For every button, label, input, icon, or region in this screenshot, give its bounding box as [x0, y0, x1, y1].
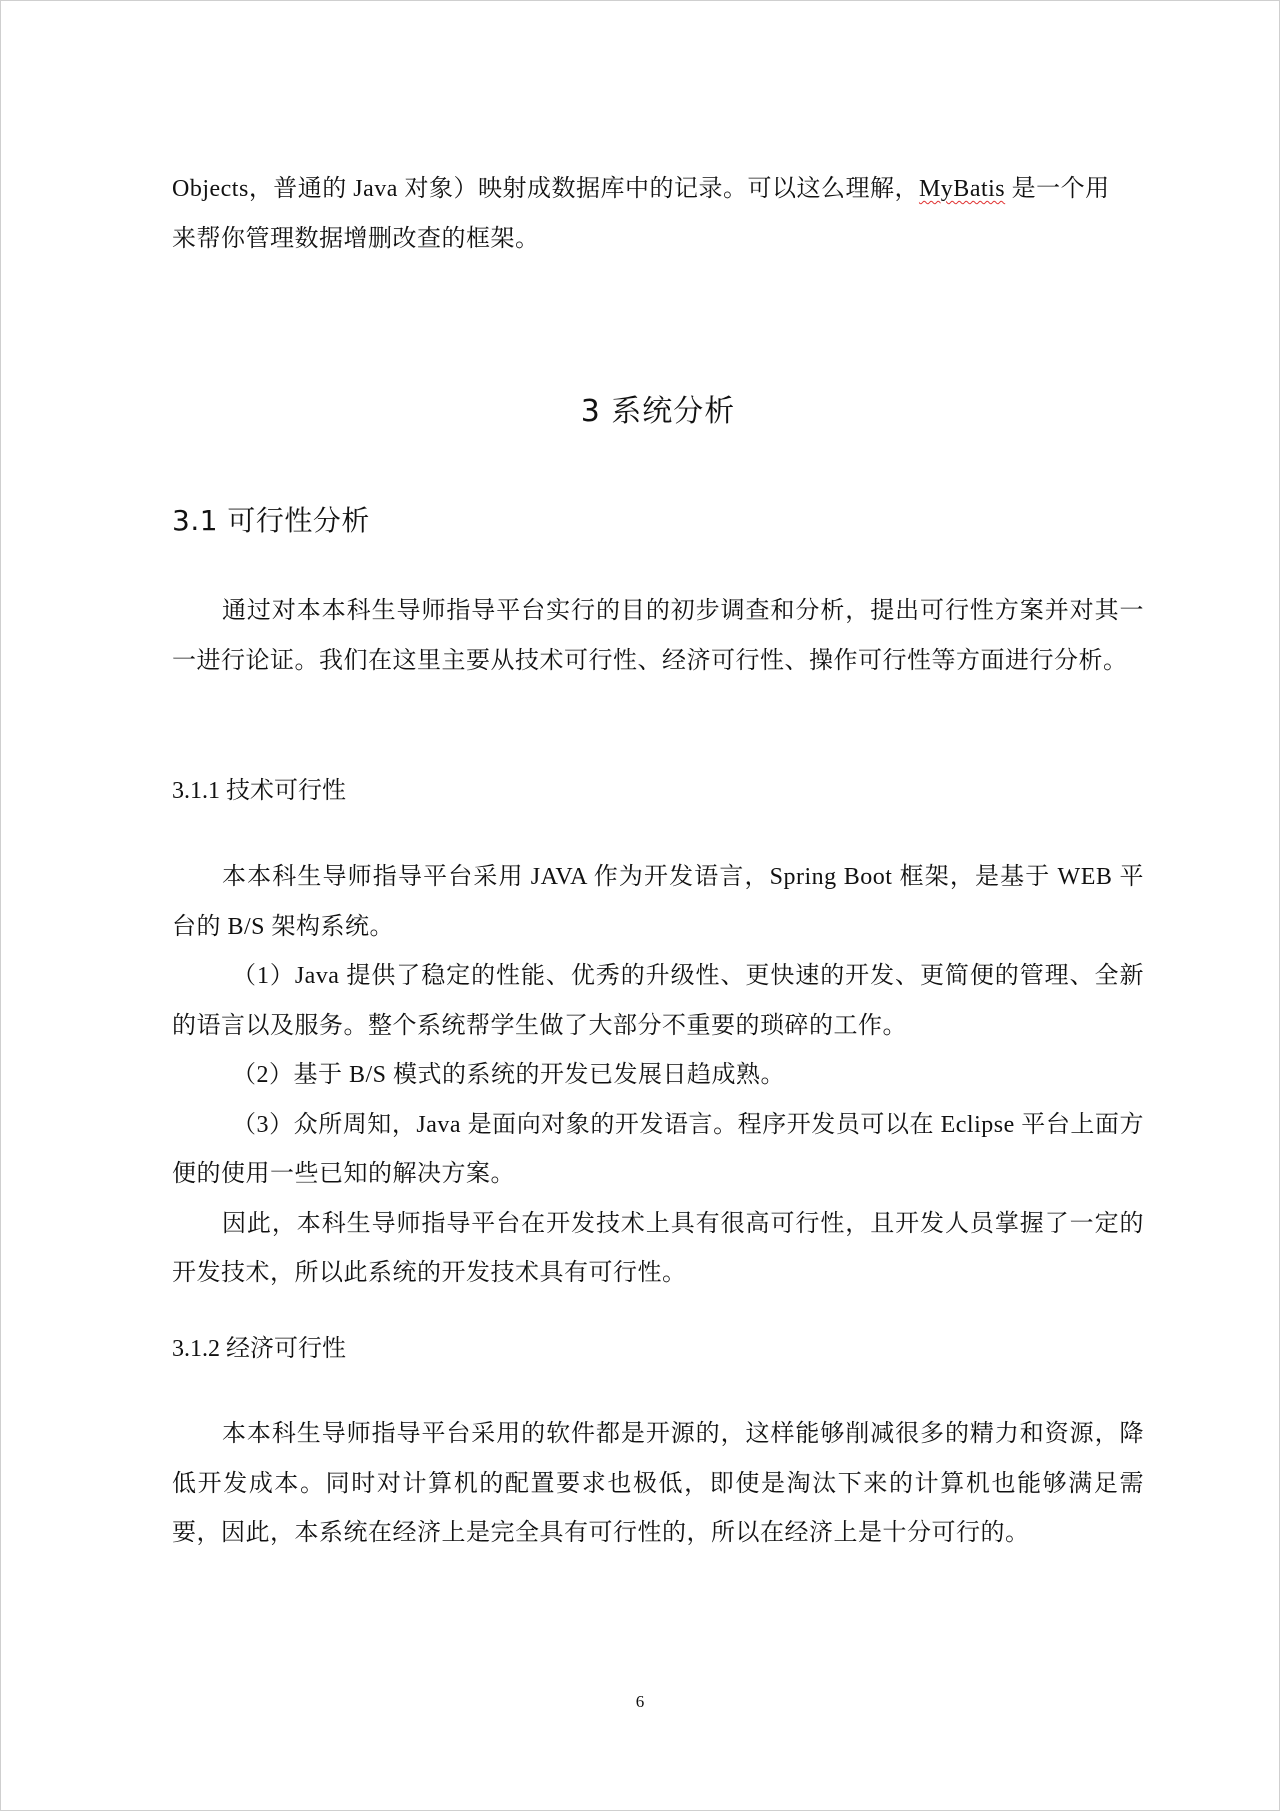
subsection-label: 经济可行性 — [226, 1334, 346, 1362]
subsection-title-3-1-1 — [172, 774, 346, 807]
intro-line — [172, 165, 1144, 264]
chapter-title: 3 系统分析 — [580, 394, 736, 429]
intro-text-start: Objects，普通的 Java 对象）映射成数据库中的记录。可以这么理解， — [172, 176, 919, 202]
page-number: 6 — [635, 1692, 645, 1711]
section-3-1-2-paragraph: 本本科生导师指导平台采用的软件都是开源的，这样能够削减很多的精力和资源，降低开发成本。同时对计算机的配置要求也极低，即使是淘汰下来的计算机也能够满足需要，因此，本系统在经济上是完全具有可行性的，所以在经济上是十分可行的。 — [172, 1421, 1144, 1546]
subsection-label: 技术可行性 — [226, 776, 346, 804]
section-title-3-1: 3.1 可行性分析 — [172, 504, 370, 537]
section-3-1-paragraph: 通过对本本科生导师指导平台实行的目的初步调查和分析，提出可行性方案并对其一一进行论证。我们在这里主要从技术可行性、经济可行性、操作可行性等方面进行分析。 — [172, 598, 1144, 674]
intro-paragraph — [172, 165, 1144, 264]
section-3-1-1-body — [172, 853, 1144, 1299]
list-item: （3）众所周知，Java 是面向对象的开发语言。程序开发员可以在 Eclipse 平台上面方便的使用一些已知的解决方案。 — [172, 1111, 1144, 1187]
subsection-title-3-1-2 — [172, 1332, 346, 1365]
intro-text-line2: 来帮你管理数据增删改查的框架。 — [172, 225, 540, 252]
section-3-1-2-body — [172, 1410, 1144, 1559]
section-3-1-body — [172, 587, 1144, 686]
section-3-1-1-paragraph: 本本科生导师指导平台采用 JAVA 作为开发语言，Spring Boot 框架，是基于 WEB 平台的 B/S 架构系统。 — [172, 864, 1144, 940]
subsection-number: 3.1.2 — [172, 1336, 220, 1362]
list-item: （2）基于 B/S 模式的系统的开发已发展日趋成熟。 — [232, 1062, 786, 1088]
spellcheck-term: MyBatis — [918, 176, 1006, 202]
section-3-1-1-conclusion: 因此，本科生导师指导平台在开发技术上具有很高可行性，且开发人员掌握了一定的开发技术，所以此系统的开发技术具有可行性。 — [172, 1210, 1144, 1286]
list-item: （1）Java 提供了稳定的性能、优秀的升级性、更快速的开发、更简便的管理、全新的语言以及服务。整个系统帮学生做了大部分不重要的琐碎的工作。 — [172, 963, 1144, 1039]
intro-text-end: 是一个用 — [1005, 176, 1110, 202]
subsection-number: 3.1.1 — [172, 778, 220, 804]
